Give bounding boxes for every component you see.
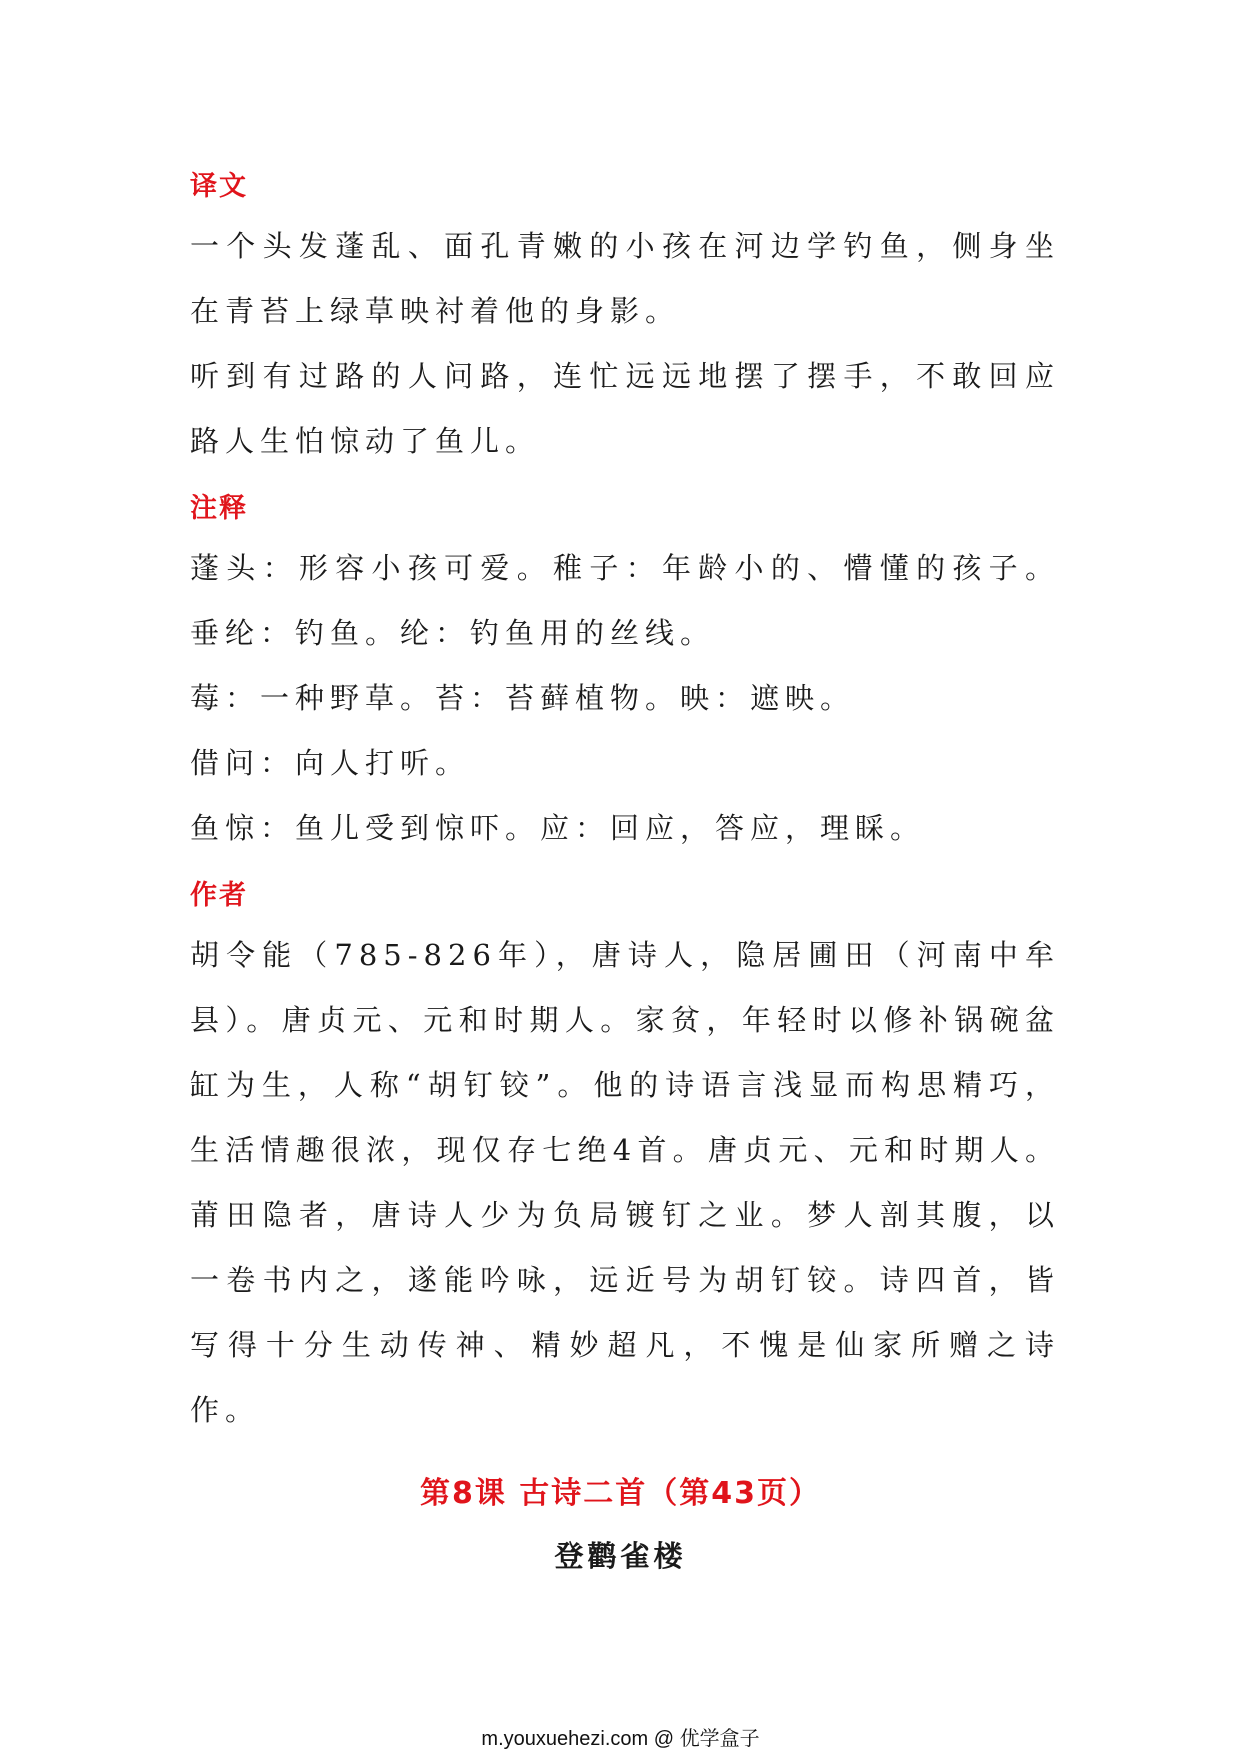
notes-paragraph: 借问：向人打听。 — [190, 746, 471, 780]
translation-paragraph: 一个头发蓬乱、面孔青嫩的小孩在河边学钓鱼，侧身坐在青苔上绿草映衬着他的身影。 — [190, 229, 1060, 328]
lesson-title: 第8课 古诗二首（第43页） — [419, 1476, 822, 1511]
notes-paragraph: 莓：一种野草。苔：苔藓植物。映：遮映。 — [190, 681, 856, 715]
translation-paragraph: 听到有过路的人问路，连忙远远地摆了摆手，不敢回应路人生怕惊动了鱼儿。 — [190, 359, 1060, 458]
document-content — [190, 160, 1060, 1443]
author-heading: 作者 — [190, 880, 248, 911]
notes-paragraph: 鱼惊：鱼儿受到惊吓。应：回应，答应，理睬。 — [190, 811, 926, 845]
poem-title: 登鹳雀楼 — [554, 1539, 687, 1573]
notes-paragraph: 蓬头：形容小孩可爱。稚子：年龄小的、懵懂的孩子。垂纶：钓鱼。纶：钓鱼用的丝线。 — [190, 551, 1060, 650]
notes-heading: 注释 — [190, 493, 248, 524]
author-paragraph: 胡令能（785-826年），唐诗人，隐居圃田（河南中牟县）。唐贞元、元和时期人。家贫，年轻时以修补锅碗盆缸为生，人称“胡钉铰”。他的诗语言浅显而构思精巧，生活情趣很浓，现仅存七绝4首。唐贞元、元和时期人。莆田隐者，唐诗人少为负局镀钉之业。梦人剖其腹，以一卷书内之，遂能吟咏，远近号为胡钉铰。诗四首，皆写得十分生动传神、精妙超凡，不愧是仙家所赠之诗作。 — [190, 938, 1060, 1427]
translation-heading: 译文 — [190, 171, 248, 202]
footer-watermark: m.youxuehezi.com @ 优学盒子 — [481, 1728, 760, 1750]
